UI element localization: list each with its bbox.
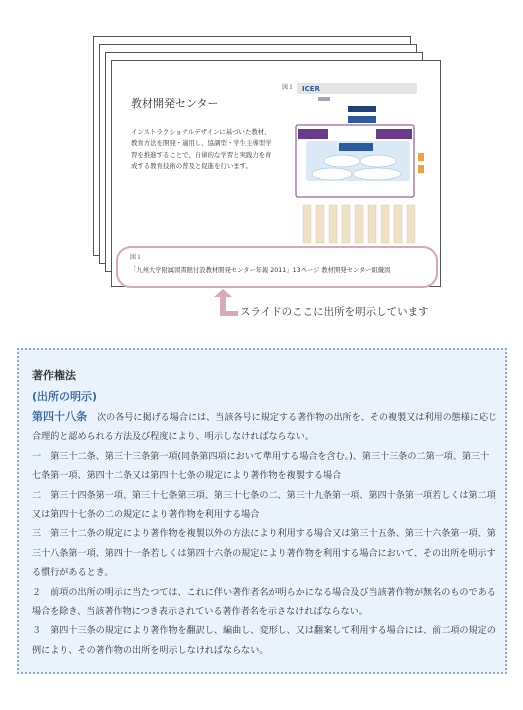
diagram-side-tag xyxy=(418,153,424,161)
slide-title: 教材開発センター xyxy=(131,97,219,110)
slide-front xyxy=(111,60,441,287)
law-article-paragraph xyxy=(32,407,498,448)
article-number: 第四十八条 xyxy=(32,410,87,423)
copyright-law-box xyxy=(17,348,507,674)
slide-body-text: インストラクショナルデザインに基づいた教材、教育方法を開発・適用し、協調型・学生主導型学習を推進することで、自律的な学習と実践力を育成する教育技術の普及と促進を行います。 xyxy=(131,128,272,171)
law-title: 著作権法 xyxy=(32,369,76,382)
diagram-center-node xyxy=(339,143,373,151)
diagram-top-node xyxy=(348,106,376,112)
article-intro: 次の各号に掲げる場合には、当該各号に規定する著作物の出所を、その複製又は利用の態様に応じ合理的と認められる方法及び程度により、明示しなければならない。 xyxy=(32,413,498,443)
law-item-3: 三 第三十二条の規定により著作物を複製以外の方法により利用する場合又は第三十五条、第三十六条第一項、第三十八条第一項、第四十一条若しくは第四十六条の規定により著作物を利用する場合において、その出所を明示する慣行があるとき。 xyxy=(32,529,496,579)
law-item-2: 二 第三十四条第一項、第三十七条第三項、第三十七条の二、第三十九条第一項、第四十条第一項若しくは第二項又は第四十七条の二の規定により著作物を利用する場合 xyxy=(32,490,496,521)
source-figure-label: 図１ xyxy=(130,254,143,261)
diagram-second-node xyxy=(348,116,376,123)
figure-label: 図１ xyxy=(282,84,295,91)
law-item-1: 一 第三十二条、第三十三条第一項(同条第四項において準用する場合を含む。)、第三十三条の二第一項、第三十七条第一項、第四十二条又は第四十七条の規定により著作物を複製する場合 xyxy=(32,451,490,482)
org-chart-diagram xyxy=(292,81,432,249)
diagram-right-node xyxy=(376,129,412,139)
law-paragraph-3: ３ 第四十三条の規定により著作物を翻訳し、編曲し、変形し、又は翻案して利用する場合には、前二項の規定の例により、その著作物の出所を明示しなければならない。 xyxy=(32,626,496,656)
diagram-bottom-pillars xyxy=(303,205,415,243)
callout-text: スライドのここに出所を明示しています xyxy=(240,306,429,318)
diagram-logo: ICER xyxy=(302,85,320,93)
source-citation-text: 「九州大学附属図書館付設教材開発センター年報 2011」13ページ 教材開発センター組織図 xyxy=(130,267,391,274)
law-paragraph-2: ２ 前項の出所の明示に当たつては、これに伴い著作者名が明らかになる場合及び当該著作物が無名のものである場合を除き、当該著作物につき表示されている著作者名を示さなければならない。 xyxy=(32,587,496,618)
diagram-left-node xyxy=(298,129,328,139)
callout-arrow-icon xyxy=(214,289,240,317)
law-text xyxy=(32,407,498,661)
law-subtitle: (出所の明示) xyxy=(32,390,98,403)
source-citation-highlight xyxy=(116,246,438,288)
